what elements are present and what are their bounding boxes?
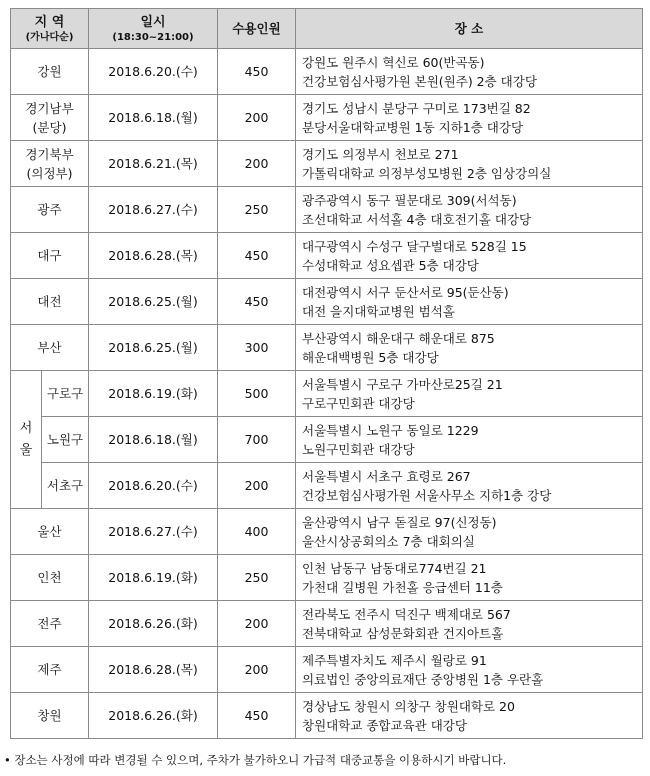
region-cell: 제주 [11,647,89,693]
table-row [11,509,643,555]
table-row [11,417,643,463]
date-cell: 2018.6.25.(월) [89,325,218,371]
capacity-cell: 250 [218,555,296,601]
region-cell: 대전 [11,279,89,325]
table-row [11,555,643,601]
table-row [11,95,643,141]
place-cell: 강원도 원주시 혁신로 60(반곡동) 건강보험심사평가원 본원(원주) 2층 대강당 [296,49,643,95]
region-cell: 경기남부 (분당) [11,95,89,141]
table-row [11,647,643,693]
date-cell: 2018.6.28.(목) [89,647,218,693]
capacity-cell: 400 [218,509,296,555]
date-cell: 2018.6.20.(수) [89,463,218,509]
place-cell: 대전광역시 서구 둔산서로 95(둔산동) 대전 을지대학교병원 범석홀 [296,279,643,325]
date-cell: 2018.6.27.(수) [89,509,218,555]
place-cell: 제주특별자치도 제주시 월랑로 91 의료법인 중앙의료재단 중앙병원 1층 우란홀 [296,647,643,693]
table-row [11,601,643,647]
seoul-region-cell: 서 울 [11,371,42,509]
place-cell: 부산광역시 해운대구 해운대로 875 해운대백병원 5층 대강당 [296,325,643,371]
date-cell: 2018.6.28.(목) [89,233,218,279]
table-row [11,279,643,325]
table-row [11,187,643,233]
date-cell: 2018.6.26.(화) [89,693,218,739]
footnote: • 장소는 사정에 따라 변경될 수 있으며, 주차가 불가하오니 가급적 대중교통을 이용하시기 바랍니다. [4,753,507,767]
header-datetime: 일시 (18:30~21:00) [89,9,218,49]
region-cell: 경기북부 (의정부) [11,141,89,187]
table-row [11,141,643,187]
header-capacity: 수용인원 [218,9,296,49]
date-cell: 2018.6.18.(월) [89,95,218,141]
place-cell: 울산광역시 남구 돋질로 97(신정동) 울산시상공회의소 7층 대회의실 [296,509,643,555]
place-cell: 서울특별시 구로구 가마산로25길 21 구로구민회관 대강당 [296,371,643,417]
place-cell: 경기도 성남시 분당구 구미로 173번길 82 분당서울대학교병원 1동 지하1층 대강당 [296,95,643,141]
date-cell: 2018.6.25.(월) [89,279,218,325]
district-cell: 서초구 [42,463,89,509]
date-cell: 2018.6.20.(수) [89,49,218,95]
table-row [11,693,643,739]
capacity-cell: 450 [218,233,296,279]
capacity-cell: 300 [218,325,296,371]
capacity-cell: 200 [218,95,296,141]
capacity-cell: 250 [218,187,296,233]
capacity-cell: 450 [218,279,296,325]
place-cell: 광주광역시 동구 필문대로 309(서석동) 조선대학교 서석홀 4층 대호전기홀 대강당 [296,187,643,233]
region-cell: 강원 [11,49,89,95]
capacity-cell: 200 [218,141,296,187]
capacity-cell: 700 [218,417,296,463]
capacity-cell: 200 [218,647,296,693]
table-row [11,325,643,371]
place-cell: 전라북도 전주시 덕진구 백제대로 567 전북대학교 삼성문화회관 건지아트홀 [296,601,643,647]
capacity-cell: 200 [218,463,296,509]
district-cell: 구로구 [42,371,89,417]
date-cell: 2018.6.19.(화) [89,371,218,417]
capacity-cell: 450 [218,49,296,95]
date-cell: 2018.6.19.(화) [89,555,218,601]
table-row [11,49,643,95]
region-cell: 부산 [11,325,89,371]
capacity-cell: 200 [218,601,296,647]
capacity-cell: 450 [218,693,296,739]
capacity-cell: 500 [218,371,296,417]
region-cell: 인천 [11,555,89,601]
region-cell: 광주 [11,187,89,233]
header-place: 장 소 [296,9,643,49]
table-row [11,463,643,509]
region-cell: 창원 [11,693,89,739]
region-cell: 울산 [11,509,89,555]
place-cell: 인천 남동구 남동대로774번길 21 가천대 길병원 가천홀 응급센터 11층 [296,555,643,601]
place-cell: 서울특별시 노원구 동일로 1229 노원구민회관 대강당 [296,417,643,463]
region-cell: 대구 [11,233,89,279]
date-cell: 2018.6.18.(월) [89,417,218,463]
header-row [11,9,643,49]
place-cell: 경기도 의정부시 천보로 271 가톨릭대학교 의정부성모병원 2층 임상강의실 [296,141,643,187]
date-cell: 2018.6.26.(화) [89,601,218,647]
date-cell: 2018.6.27.(수) [89,187,218,233]
table-row [11,233,643,279]
place-cell: 경상남도 창원시 의창구 창원대학로 20 창원대학교 종합교육관 대강당 [296,693,643,739]
table-row [11,371,643,417]
place-cell: 서울특별시 서초구 효령로 267 건강보험심사평가원 서울사무소 지하1층 강당 [296,463,643,509]
district-cell: 노원구 [42,417,89,463]
region-cell: 전주 [11,601,89,647]
place-cell: 대구광역시 수성구 달구벌대로 528길 15 수성대학교 성요셉관 5층 대강당 [296,233,643,279]
schedule-table [10,8,643,739]
header-region: 지 역 (가나다순) [11,9,89,49]
date-cell: 2018.6.21.(목) [89,141,218,187]
